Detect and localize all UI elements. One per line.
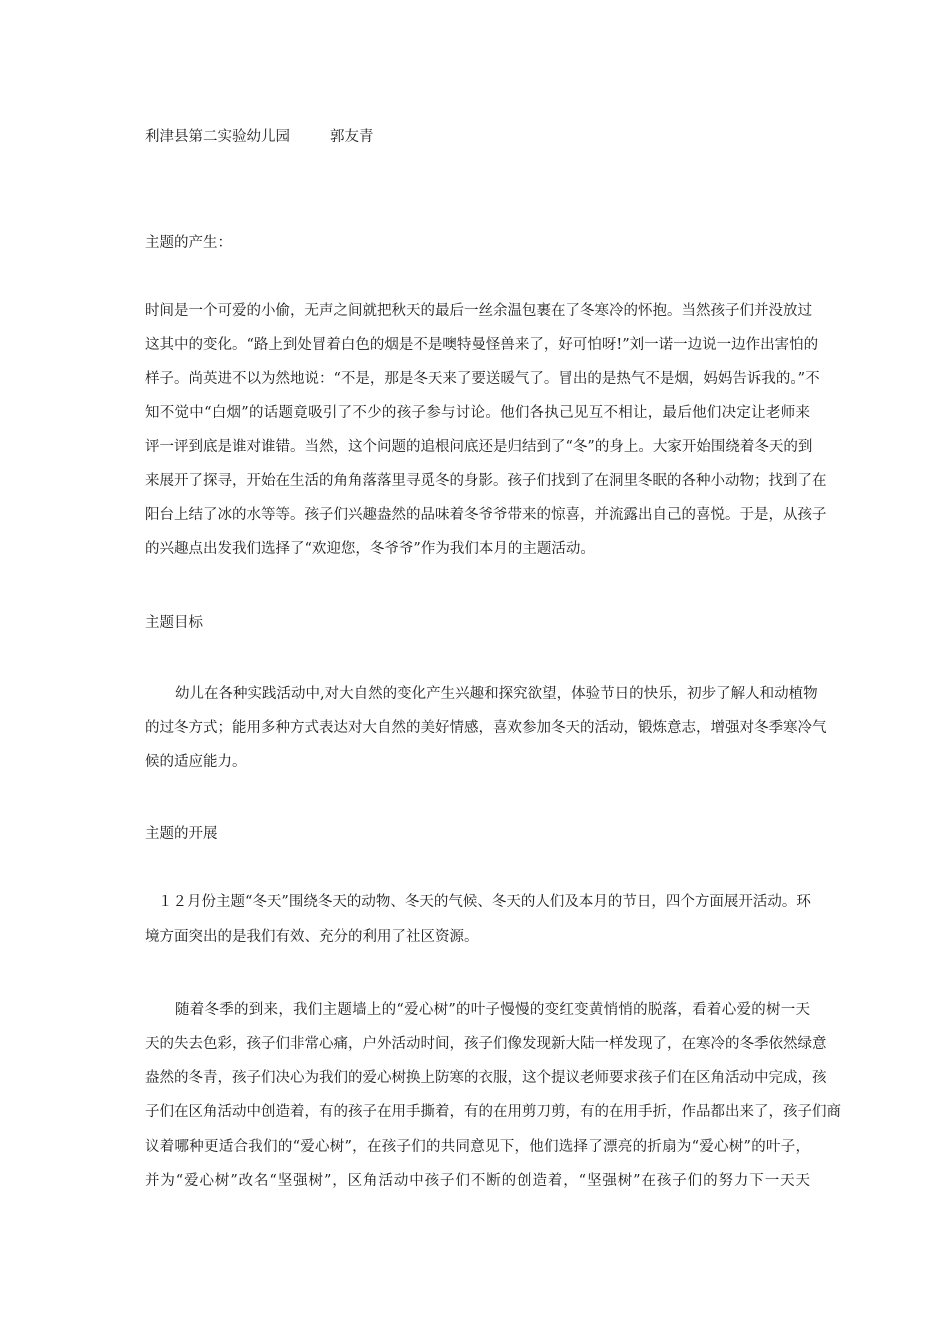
paragraph-line: 的兴趣点出发我们选择了“欢迎您，冬爷爷”作为我们本月的主题活动。	[145, 541, 595, 557]
author-name: 郭友青	[330, 129, 374, 145]
paragraph-line: 来展开了探寻，开始在生活的角角落落里寻觅冬的身影。孩子们找到了在洞里冬眠的各种小动物；找到了在	[145, 473, 827, 489]
school-name: 利津县第二实验幼儿园	[145, 129, 290, 145]
paragraph-line: 并为“爱心树”改名“坚强树”，区角活动中孩子们不断的创造着，“坚强树”在孩子们的努力下一天天	[145, 1173, 810, 1189]
paragraph-line: 随着冬季的到来，我们主题墙上的“爱心树”的叶子慢慢的变红变黄悄悄的脱落，看着心爱的树一天	[175, 1002, 810, 1018]
paragraph-line: 的过冬方式；能用多种方式表达对大自然的美好情感，喜欢参加冬天的活动，锻炼意志，增强对冬季寒冷气	[145, 720, 827, 736]
section-heading-goal: 主题目标	[145, 615, 203, 631]
section-heading-origin: 主题的产生：	[145, 235, 232, 251]
paragraph-line: 天的失去色彩，孩子们非常心痛，户外活动时间，孩子们像发现新大陆一样发现了，在寒冷的冬季依然绿意	[145, 1036, 827, 1052]
paragraph-line: 阳台上结了冰的水等等。孩子们兴趣盎然的品味着冬爷爷带来的惊喜，并流露出自己的喜悦。于是，从孩子	[145, 507, 827, 523]
paragraph-line: 时间是一个可爱的小偷，无声之间就把秋天的最后一丝余温包裹在了冬寒冷的怀抱。当然孩子们并没放过	[145, 303, 812, 319]
paragraph-line: 样子。尚英进不以为然地说：“不是，那是冬天来了要送暖气了。冒出的是热气不是烟，妈妈告诉我的。”不	[145, 371, 820, 387]
paragraph-line: 子们在区角活动中创造着，有的孩子在用手撕着，有的在用剪刀剪，有的在用手折，作品都出来了，孩子们商	[145, 1104, 841, 1120]
paragraph-line: 境方面突出的是我们有效、充分的利用了社区资源。	[145, 929, 479, 945]
paragraph-line: 幼儿在各种实践活动中,对大自然的变化产生兴趣和探究欲望，体验节日的快乐，初步了解人和动植物	[175, 686, 818, 702]
paragraph-line: 这其中的变化。“路上到处冒着白色的烟是不是噢特曼怪兽来了，好可怕呀!”刘一诺一边说一边作出害怕的	[145, 337, 819, 353]
paragraph-line: 评一评到底是谁对谁错。当然，这个问题的追根问底还是归结到了“冬”的身上。大家开始围绕着冬天的到	[145, 439, 813, 455]
paragraph-line: 盎然的冬青，孩子们决心为我们的爱心树换上防寒的衣服，这个提议老师要求孩子们在区角活动中完成，孩	[145, 1070, 827, 1086]
document-header	[145, 127, 810, 147]
paragraph-line: 议着哪种更适合我们的“爱心树”，在孩子们的共同意见下，他们选择了漂亮的折扇为“爱心树”的叶子，	[145, 1139, 810, 1155]
paragraph-line: 知不觉中“白烟”的话题竟吸引了不少的孩子参与讨论。他们各执己见互不相让，最后他们决定让老师来	[145, 405, 810, 421]
section-heading-development: 主题的开展	[145, 826, 218, 842]
paragraph-line: １２月份主题“冬天”围绕冬天的动物、冬天的气候、冬天的人们及本月的节日，四个方面展开活动。环	[158, 894, 811, 910]
paragraph-line: 候的适应能力。	[145, 754, 247, 770]
